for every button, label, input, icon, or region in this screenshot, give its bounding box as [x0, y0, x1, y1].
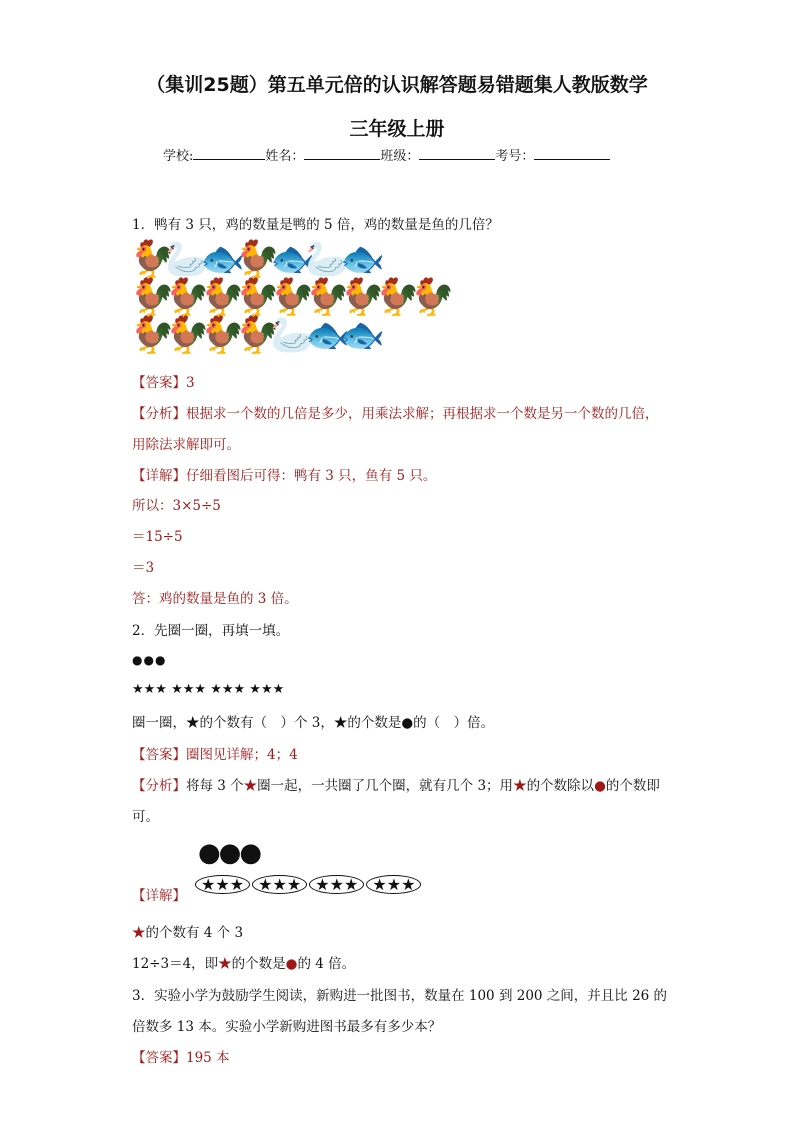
analysis-tag: 【分析】 — [132, 778, 186, 794]
q2-dots: ●●● — [132, 653, 167, 667]
rooster-icon: 🐓 — [235, 239, 280, 280]
name-blank — [304, 146, 380, 160]
star-group-ellipse: ★★★ — [252, 875, 307, 894]
rooster-icon: 🐓 — [375, 277, 420, 318]
class-blank — [419, 146, 495, 160]
q2-analysis-1a: 将每 3 个 — [186, 778, 244, 794]
rooster-icon: 🐓 — [410, 277, 455, 318]
duck-icon: 🦢 — [165, 239, 210, 280]
animal-row-1 — [130, 239, 385, 280]
q2-detail-2e: 的 4 倍。 — [297, 956, 356, 972]
fish-icon: 🐟 — [340, 239, 385, 280]
exam-no-blank — [534, 146, 610, 160]
answer-tag: 【答案】 — [132, 747, 186, 763]
q1-step-3: ＝3 — [132, 560, 155, 576]
q2-stars: ★★★ ★★★ ★★★ ★★★ — [132, 682, 285, 697]
q2-circled-groups — [195, 875, 418, 894]
detail-tag: 【详解】 — [132, 468, 186, 484]
answer-tag: 【答案】 — [132, 375, 186, 391]
exam-no-label: 考号： — [495, 149, 535, 164]
q2-analysis-line-2: 可。 — [132, 809, 159, 825]
q2-analysis-line-1 — [132, 774, 660, 794]
rooster-icon: 🐓 — [200, 277, 245, 318]
q1-detail: 仔细看图后可得：鸭有 3 只，鱼有 5 只。 — [186, 468, 437, 484]
q3-answer-line — [132, 1046, 230, 1066]
q2-question: 2．先圈一圈，再填一填。 — [132, 623, 290, 639]
star-symbol: ★ — [243, 778, 258, 794]
page-subtitle: 三年级上册 — [349, 118, 445, 140]
rooster-icon: 🐓 — [235, 315, 280, 356]
name-label: 姓名： — [265, 149, 305, 164]
animal-row-2 — [130, 277, 455, 318]
rooster-icon: 🐓 — [270, 277, 315, 318]
q3-question-2: 倍数多 13 本。实验小学新购进图书最多有多少本？ — [132, 1019, 442, 1035]
q3-answer: 195 本 — [186, 1050, 230, 1066]
answer-tag: 【答案】 — [132, 1050, 186, 1066]
star-symbol: ★ — [218, 956, 232, 972]
q2-detail-line-1 — [132, 921, 243, 941]
detail-tag: 【详解】 — [132, 888, 186, 904]
rooster-icon: 🐓 — [305, 277, 350, 318]
fish-icon: 🐟 — [305, 315, 350, 356]
fish-icon: 🐟 — [200, 239, 245, 280]
q2-answer: 圈图见详解；4；4 — [186, 747, 298, 763]
rooster-icon: 🐓 — [165, 315, 210, 356]
star-group-ellipse: ★★★ — [366, 875, 421, 894]
animal-row-3 — [130, 315, 385, 356]
q2-fill: 圈一圈，★的个数有（ ）个 3，★的个数是●的（ ）倍。 — [132, 715, 495, 731]
q2-analysis-1e: 的个数除以 — [526, 778, 595, 794]
q2-detail-dots: ●●● — [198, 838, 261, 868]
q2-detail-line-2 — [132, 952, 355, 972]
analysis-tag: 【分析】 — [132, 406, 186, 422]
duck-icon: 🦢 — [270, 315, 315, 356]
q2-detail-1: 的个数有 4 个 3 — [145, 925, 244, 941]
q1-detail-line — [132, 464, 436, 484]
rooster-icon: 🐓 — [165, 277, 210, 318]
dot-symbol: ● — [285, 956, 298, 972]
q1-answer-line — [132, 371, 195, 391]
star-group-ellipse: ★★★ — [309, 875, 364, 894]
star-group-ellipse: ★★★ — [195, 875, 250, 894]
q1-analysis-line-1 — [132, 402, 659, 422]
q2-answer-line — [132, 743, 298, 763]
student-info — [163, 145, 610, 164]
duck-icon: 🦢 — [305, 239, 350, 280]
q1-answer: 3 — [186, 375, 195, 391]
school-blank — [193, 146, 265, 160]
rooster-icon: 🐓 — [235, 277, 280, 318]
q1-analysis-line-2: 用除法求解即可。 — [132, 437, 240, 453]
rooster-icon: 🐓 — [130, 315, 175, 356]
q2-detail-2a: 12÷3＝4，即 — [132, 956, 219, 972]
q1-conclusion: 答：鸡的数量是鱼的 3 倍。 — [132, 591, 298, 607]
q2-detail-2c: 的个数是 — [231, 956, 286, 972]
q1-step-2: ＝15÷5 — [132, 529, 183, 545]
fish-icon: 🐟 — [340, 315, 385, 356]
q1-analysis-1: 根据求一个数的几倍是多少，用乘法求解；再根据求一个数是另一个数的几倍， — [186, 406, 659, 422]
class-label: 班级： — [380, 149, 420, 164]
q2-analysis-1c: 圈一起，一共圈了几个圈，就有几个 3；用 — [257, 778, 514, 794]
star-symbol: ★ — [132, 925, 146, 941]
q1-step-1: 所以：3×5÷5 — [132, 498, 221, 514]
rooster-icon: 🐓 — [130, 239, 175, 280]
rooster-icon: 🐓 — [130, 277, 175, 318]
fish-icon: 🐟 — [270, 239, 315, 280]
school-label: 学校: — [163, 149, 194, 164]
q1-question: 1．鸭有 3 只，鸡的数量是鸭的 5 倍，鸡的数量是鱼的几倍？ — [132, 217, 499, 233]
rooster-icon: 🐓 — [340, 277, 385, 318]
rooster-icon: 🐓 — [200, 315, 245, 356]
star-symbol: ★ — [513, 778, 527, 794]
q2-detail-tag — [132, 884, 186, 904]
page-title: （集训25题）第五单元倍的认识解答题易错题集人教版数学 — [146, 74, 648, 96]
q3-question-1: 3．实验小学为鼓励学生阅读，新购进一批图书，数量在 100 到 200 之间，并且比 26 的 — [132, 988, 668, 1004]
dot-symbol: ● — [594, 778, 606, 794]
q2-analysis-1g: 的个数即 — [605, 778, 660, 794]
